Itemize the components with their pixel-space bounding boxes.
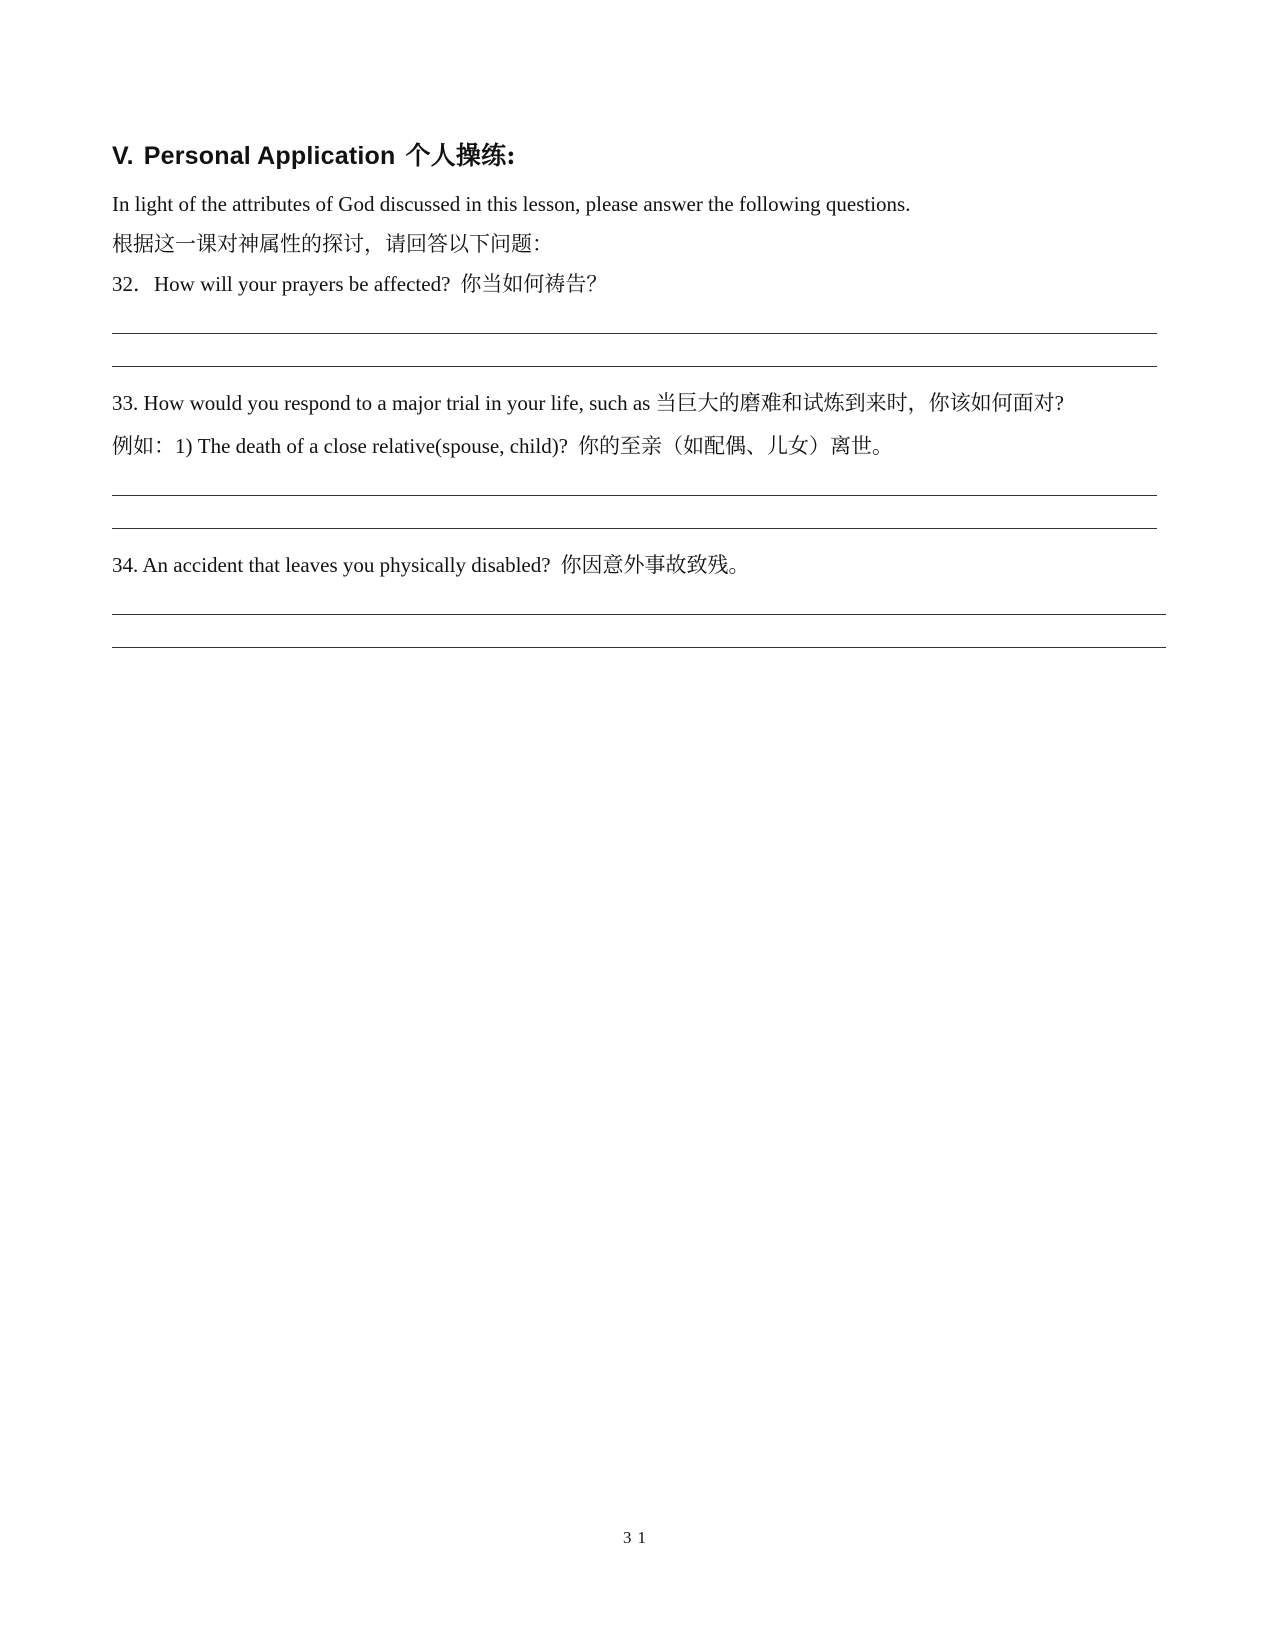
question-text-en: How will your prayers be affected? [154, 272, 451, 296]
question-32 [112, 268, 607, 298]
section-title-cn: 个人操练: [405, 141, 516, 170]
section-title-en: Personal Application [143, 142, 396, 170]
question-number: 32． [112, 272, 154, 296]
question-text-cn: 你因意外事故致残。 [560, 553, 750, 577]
answer-line[interactable] [112, 333, 1157, 334]
answer-line[interactable] [112, 647, 1166, 648]
answer-line[interactable] [112, 366, 1157, 367]
question-33-example [112, 430, 893, 460]
example-text-en: 1) The death of a close relative(spouse, child)? [175, 434, 569, 458]
question-text-cn: 当巨大的磨难和试炼到来时，你该如何面对? [655, 391, 1064, 415]
question-number: 33. [112, 391, 139, 415]
section-heading [112, 136, 516, 172]
question-text-en: How would you respond to a major trial in your life, such as [143, 391, 651, 415]
intro-text-cn: 根据这一课对神属性的探讨，请回答以下问题： [112, 232, 553, 256]
example-prefix: 例如： [112, 434, 175, 458]
question-text-en: An accident that leaves you physically disabled? [142, 553, 551, 577]
example-text-cn: 你的至亲（如配偶、儿女）离世。 [578, 434, 894, 458]
intro-text-en: In light of the attributes of God discussed in this lesson, please answer the following questions. [112, 192, 911, 216]
question-text-cn: 你当如何祷告？ [460, 272, 608, 296]
section-number: V. [112, 142, 134, 170]
answer-line[interactable] [112, 528, 1157, 529]
question-number: 34. [112, 553, 139, 577]
answer-line[interactable] [112, 495, 1157, 496]
answer-line[interactable] [112, 614, 1166, 615]
question-33 [112, 387, 1064, 417]
page-number: 31 [623, 1528, 652, 1547]
question-34 [112, 549, 750, 579]
